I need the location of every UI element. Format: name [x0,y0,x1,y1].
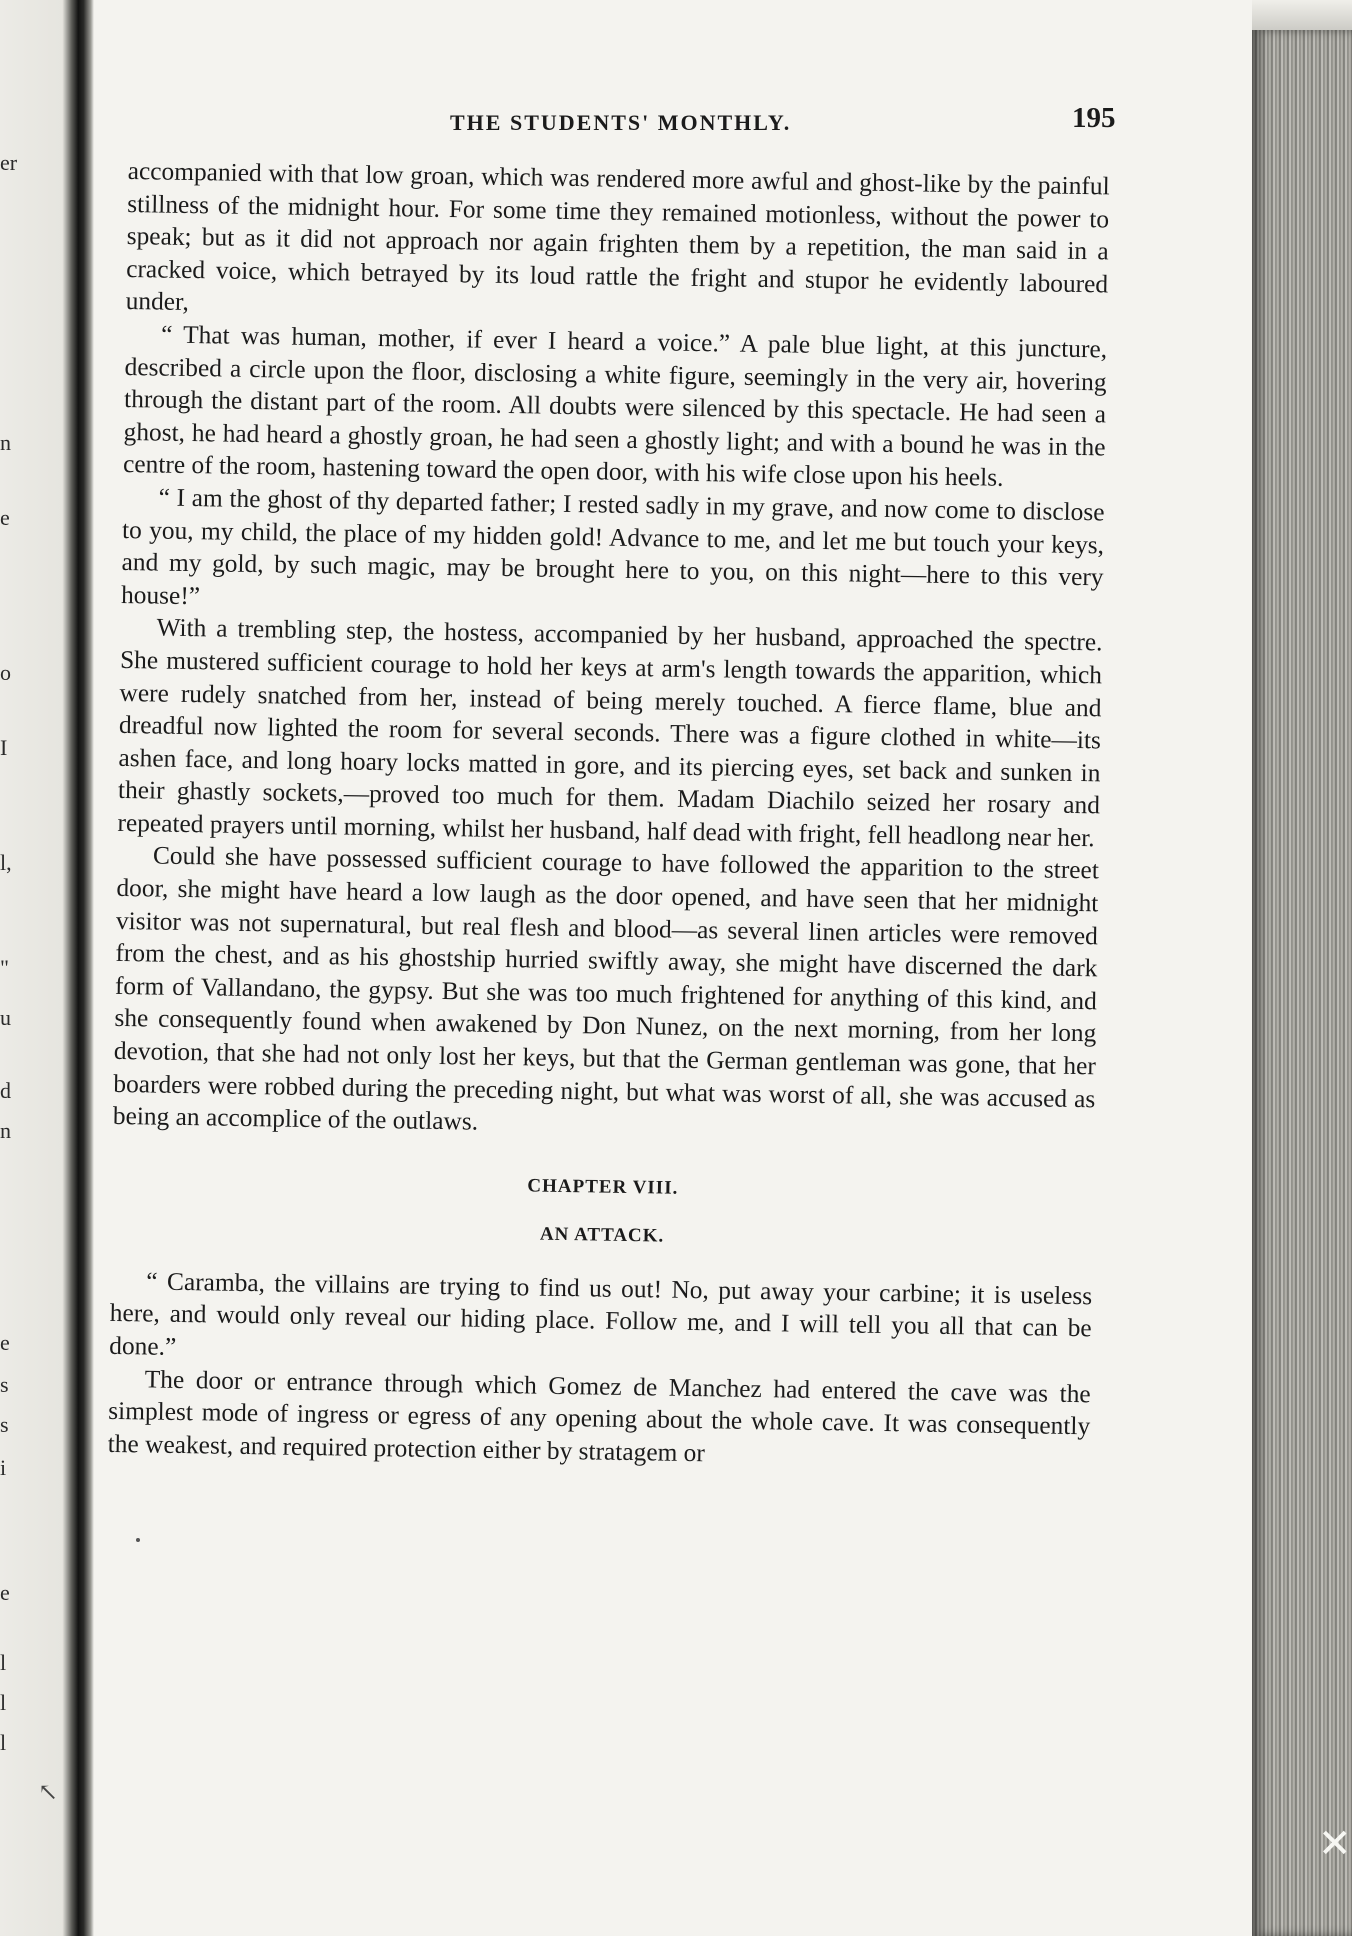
paragraph: Could she have possessed sufficient courage to have followed the apparition to the street door, she might have heard a low laugh as the door opened, and have seen that her midnight visitor was not supernatural, but real flesh and blood—as several linen articles were removed from the chest, and as his ghostship hurried swiftly away, she might have discerned the dark form of Vallandano, the gypsy. But she was too much frightened for anything of this kind, and she consequently found when awakened by Don Nunez, on the next morning, from her long devotion, that she had not only lost her keys, but that the German gentleman was gone, that her boarders were robbed during the preceding night, but what was worst of all, she was accused as being an accomplice of the outlaws. [112,841,1100,1136]
facing-page-fragment: " [0,955,9,980]
facing-page-fragment: I [0,735,8,760]
paragraph: “ Caramba, the villains are trying to find us out! No, put away your carbine; it is useless here, and would only reveal our hiding place. Follow me, and I will tell you all that can be done.” [109,1267,1093,1361]
book-gutter [78,0,94,1936]
page-number: 195 [1072,102,1116,134]
facing-page-fragment: i [0,1455,7,1480]
facing-page-fragment: l [0,1730,7,1755]
facing-page-fragment: d [0,1078,11,1103]
facing-page-fragment: e [0,505,10,530]
chapter-title: AN ATTACK. [539,1223,665,1247]
margin-arrow-icon: ↖ [38,1780,59,1806]
facing-page-fragment: s [0,1412,9,1437]
facing-page-fragment: n [0,1118,11,1143]
corner-mark-icon: ✕ [1318,1821,1352,1866]
facing-page-fragment: l [0,1690,7,1715]
print-speck [136,1538,140,1542]
facing-page-fragment: o [0,660,11,685]
paragraph: “ That was human, mother, if ever I heard a voice.” A pale blue light, at this juncture, described a circle upon the floor, disclosing a white figure, seemingly in the very air, hovering through the distant part of the room. All doubts were silenced by this spectacle. He had seen a ghost, he had heard a ghostly groan, he had seen a ghostly light; and with a bound he was in the centre of the room, hastening toward the open door, with his wife close upon his heels. [122,320,1108,493]
paragraph: With a trembling step, the hostess, accompanied by her husband, approached the spectre. She mustered sufficient courage to hold her keys at arm's length towards the apparition, which were rudely snatched from her, instead of being merely touched. A fierce flame, blue and dreadful now lighted the room for several seconds. There was a figure clothed in white—its ashen face, and long hoary locks matted in gore, and its piercing eyes, set back and sunken in their ghastly sockets,—proved too much for them. Madam Diachilo seized her rosary and repeated prayers until morning, whilst her husband, half dead with fright, fell headlong near her. [117,613,1103,853]
paragraph: The door or entrance through which Gomez de Manchez had entered the cave was the simplest mode of ingress or egress of any opening about the whole cave. It was consequently the weakest, and required protection either by stratagem or [107,1365,1091,1468]
paragraph: accompanied with that low groan, which was rendered more awful and ghost-like by the painful stillness of the midnight hour. For some time they remained motionless, without the power to speak; but as it did not approach nor again frighten them by a repetition, the man said in a cracked voice, which betrayed by its loud rattle the fright and stupor he evidently laboured under, [125,156,1110,317]
facing-page-fragment: u [0,1005,11,1030]
running-title: THE STUDENTS' MONTHLY. [450,110,792,135]
facing-page-fragment: n [0,430,11,455]
facing-page-fragment: s [0,1372,9,1397]
body-text [107,155,1109,1476]
facing-page-fragment: e [0,1580,10,1605]
paragraph: “ I am the ghost of thy departed father; I rested sadly in my grave, and now come to disclose to you, my child, the place of my hidden gold! Advance to me, and let me but touch your keys, and my gold, by such magic, may be brought here to you, on this night—here to this very house!” [120,483,1105,610]
page-header [130,102,1130,142]
facing-page-fragment: e [0,1330,10,1355]
facing-page-fragment: er [0,150,18,175]
facing-page-fragment: l [0,1650,7,1675]
facing-page-fragment: l, [0,850,12,875]
chapter-number: CHAPTER VIII. [527,1175,679,1199]
page-stack-edge [1252,30,1352,1936]
